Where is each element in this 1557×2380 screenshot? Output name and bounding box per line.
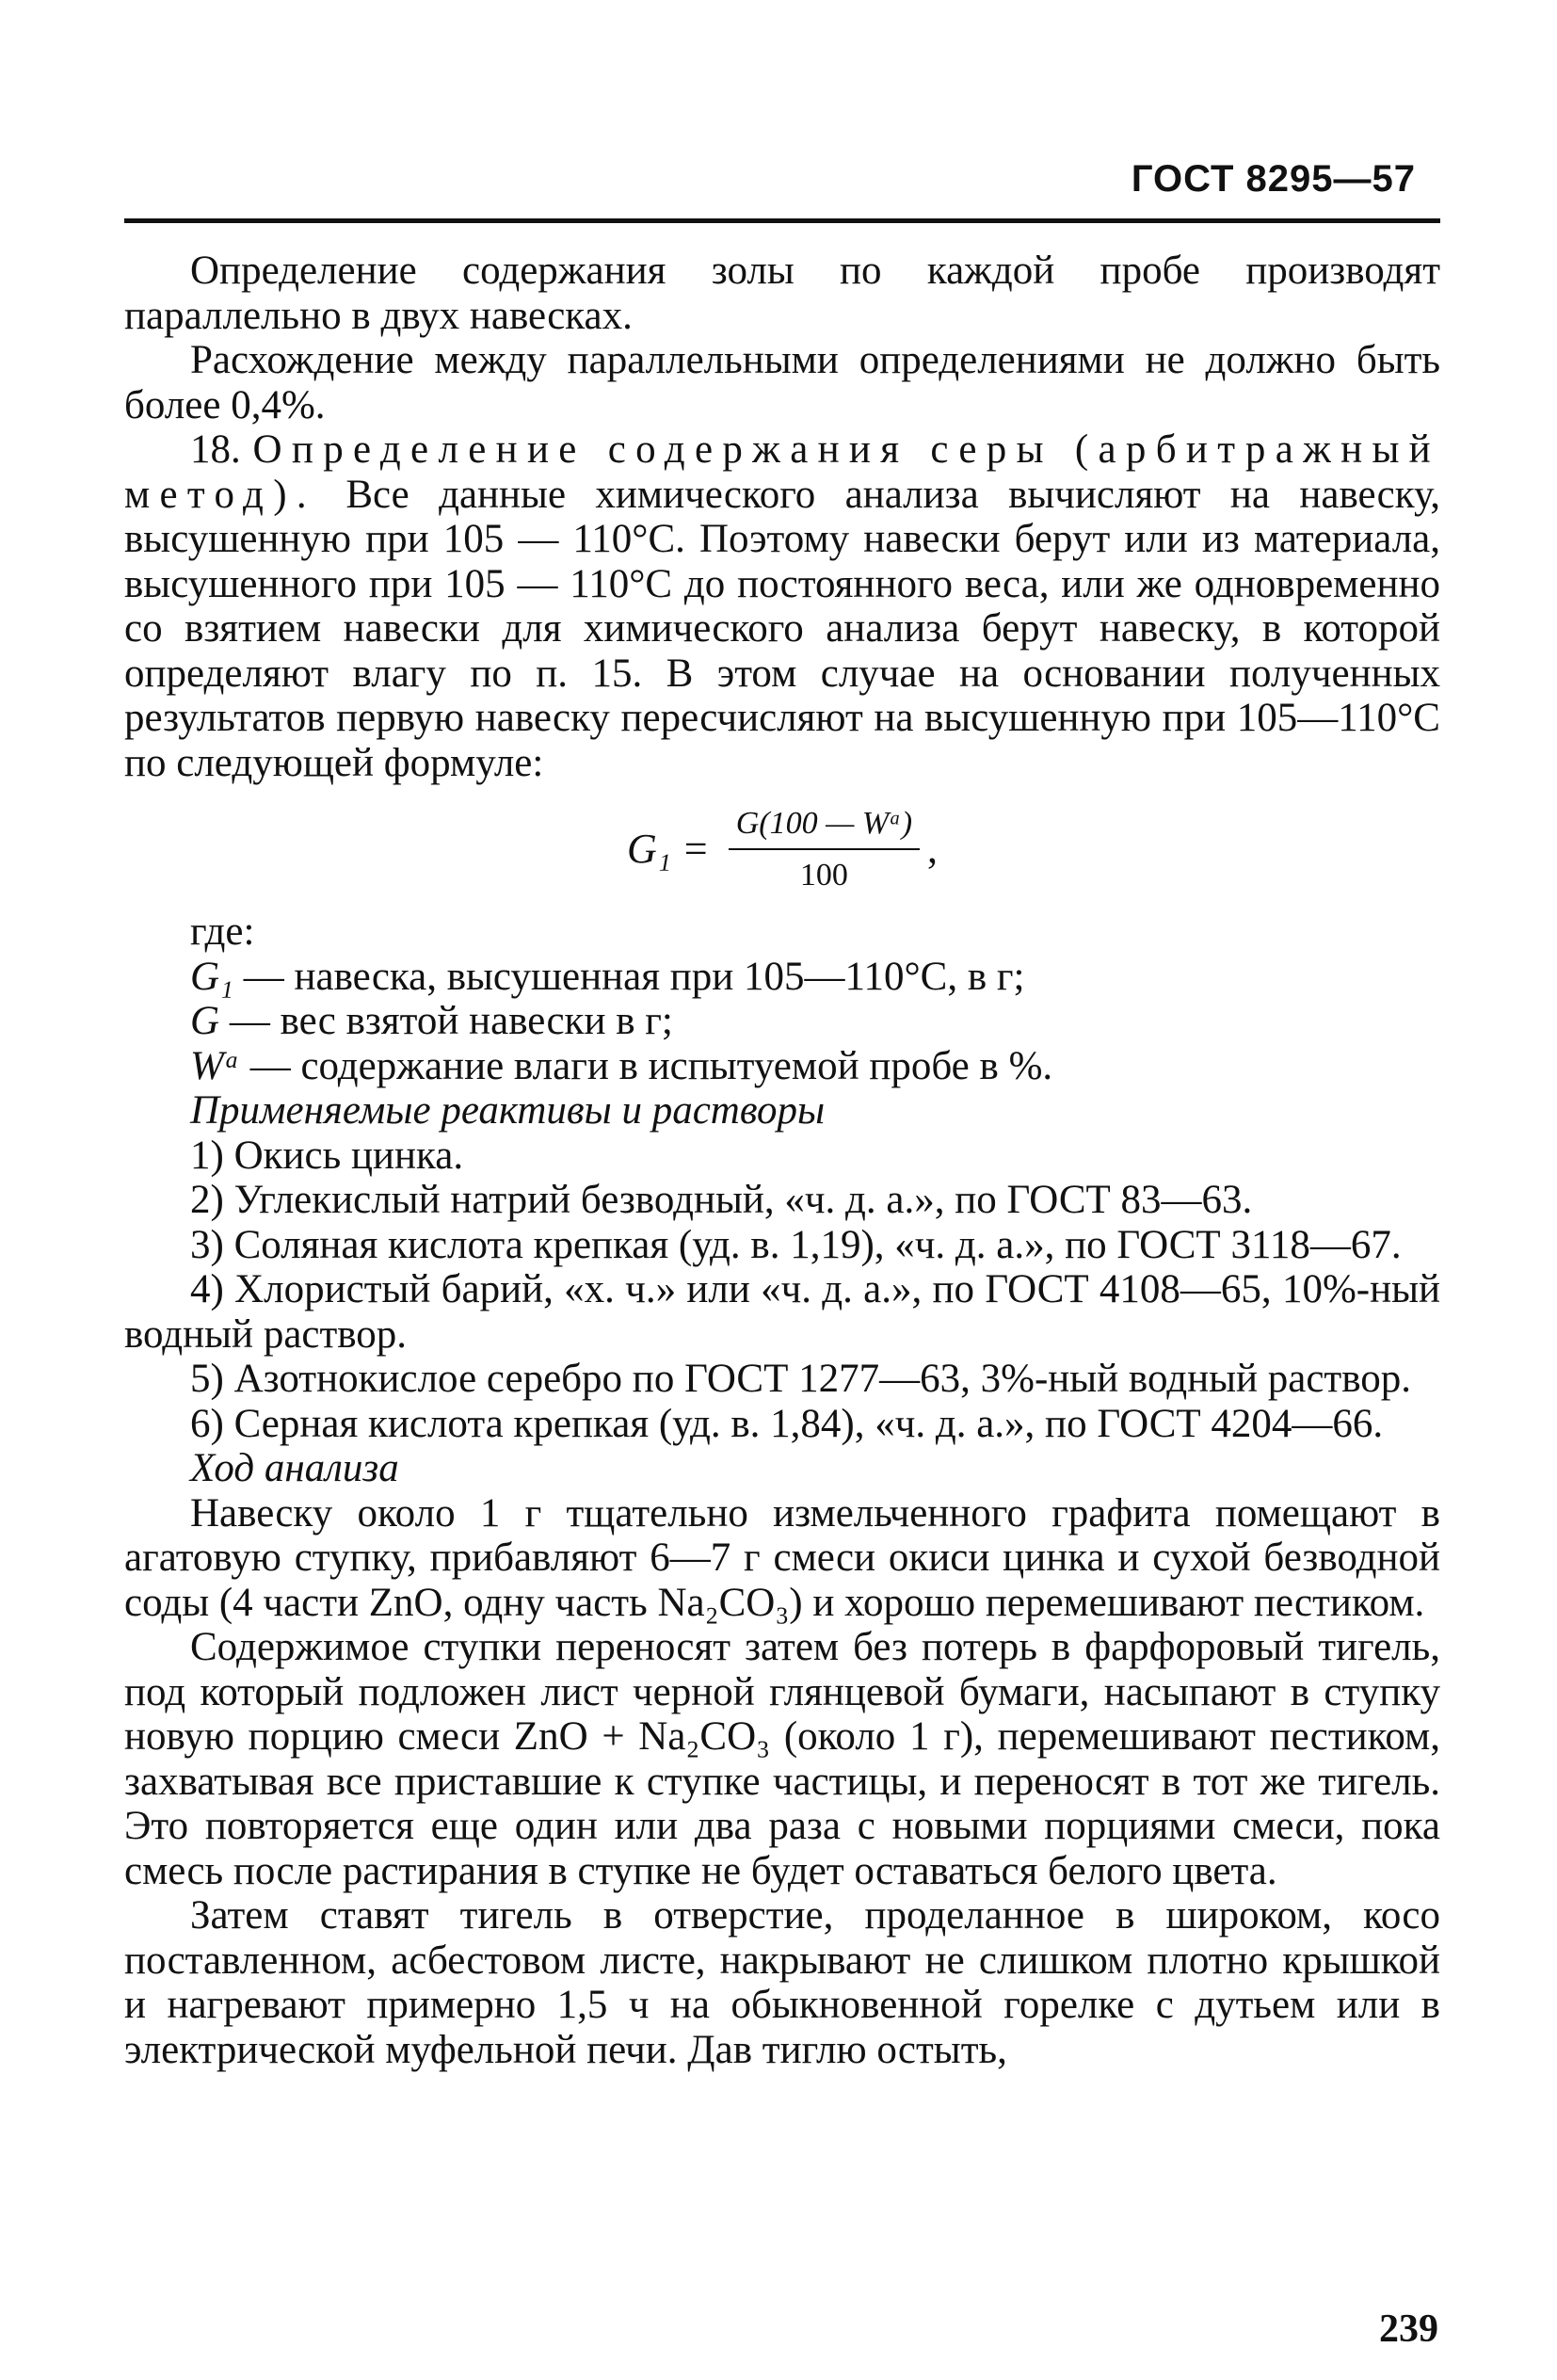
header-rule — [124, 218, 1440, 223]
formula-tail: , — [927, 826, 939, 873]
reagents-heading: Применяемые реактивы и растворы — [190, 1088, 826, 1133]
reagent-item: 5) Азотнокислое серебро по ГОСТ 1277—63, 3%-ный водный раствор. — [190, 1357, 1411, 1401]
analysis-paragraph: Навеску около 1 г тщательно измельченного графита помещают в агатовую ступку, прибавляют 6—7 г смеси окиси цинка и сухой безводной соды (4 части ZnO, одну часть Na₂CO₃) и хорошо перемешивают пестиком. — [124, 1490, 1440, 1625]
paragraph-ash-tolerance: Расхождение между параллельными определениями не должно быть более 0,4%. — [124, 338, 1440, 427]
definition-symbol: G — [190, 999, 220, 1043]
reagent-item: 1) Окись цинка. — [190, 1133, 464, 1178]
analysis-paragraph: Содержимое ступки переносят затем без потерь в фарфоровый тигель, под который подложен лист черной глянцевой бумаги, насыпают в ступку новую порцию смеси ZnO + Na₂CO₃ (около 1 г), перемешивают пестиком, захватывая все приставшие к ступке частицы, и переносят в тот же тигель. Это повторяется еще один или два раза с новыми порциями смеси, пока смесь после растирания в ступке не будет оставаться белого цвета. — [124, 1625, 1440, 1893]
formula-fraction — [729, 801, 920, 898]
section-18-title: Определение содержания серы (арбитражный метод). — [124, 427, 1440, 517]
definition-text: — содержание влаги в испытуемой пробе в %. — [249, 1043, 1053, 1088]
formula-lhs: G₁ = — [626, 826, 710, 873]
reagent-item: 4) Хлористый барий, «х. ч.» или «ч. д. а.», по ГОСТ 4108—65, 10%-ный водный раствор. — [124, 1267, 1440, 1357]
analysis-heading: Ход анализа — [190, 1446, 399, 1490]
reagent-item: 2) Углекислый натрий безводный, «ч. д. а.», по ГОСТ 83—63. — [190, 1178, 1253, 1222]
definition-text: — вес взятой навески в г; — [229, 999, 673, 1043]
standard-header: ГОСТ 8295—57 — [1131, 158, 1416, 200]
definition-symbol: G₁ — [190, 954, 234, 999]
section-18-text: Все данные химического анализа вычисляют на навеску, высушенную при 105 — 110°С. Поэтому навески берут или из материала, высушенного при 105 — 110°С до постоянного веса, или же одновременно со взятием навески для химического анализа берут навеску, в которой определяют влагу по п. 15. В этом случае на основании полученных результатов первую навеску пересчисляют на высушенную при 105—110°С по следующей формуле: — [124, 472, 1440, 785]
reagent-item: 6) Серная кислота крепкая (уд. в. 1,84), «ч. д. а.», по ГОСТ 4204—66. — [190, 1401, 1384, 1446]
formula-numerator: G(100 — Wᵃ) — [735, 805, 913, 841]
where-label: где: — [190, 909, 255, 954]
document-body — [124, 249, 1440, 2072]
dry-sample-formula — [124, 793, 1440, 906]
definition-text: — навеска, высушенная при 105—110°С, в г; — [243, 954, 1025, 999]
definition-g1 — [124, 955, 1440, 1000]
paragraph-ash-parallel: Определение содержания золы по каждой пробе производят параллельно в двух навесках. — [124, 249, 1440, 338]
definition-symbol: Wᵃ — [190, 1043, 240, 1088]
page-number: 239 — [1379, 2308, 1438, 2351]
definition-wa — [124, 1044, 1440, 1089]
formula-denominator: 100 — [799, 858, 848, 892]
section-18-number: 18. — [190, 427, 241, 472]
definition-g — [124, 999, 1440, 1044]
analysis-paragraph: Затем ставят тигель в отверстие, проделанное в широком, косо поставленном, асбестовом листе, накрывают не слишком плотно крышкой и нагревают примерно 1,5 ч на обыкновенной горелке с дутьем или в электрической муфельной печи. Дав тиглю остыть, — [124, 1893, 1440, 2072]
reagent-item: 3) Соляная кислота крепкая (уд. в. 1,19), «ч. д. а.», по ГОСТ 3118—67. — [190, 1222, 1402, 1267]
section-18 — [124, 427, 1440, 785]
